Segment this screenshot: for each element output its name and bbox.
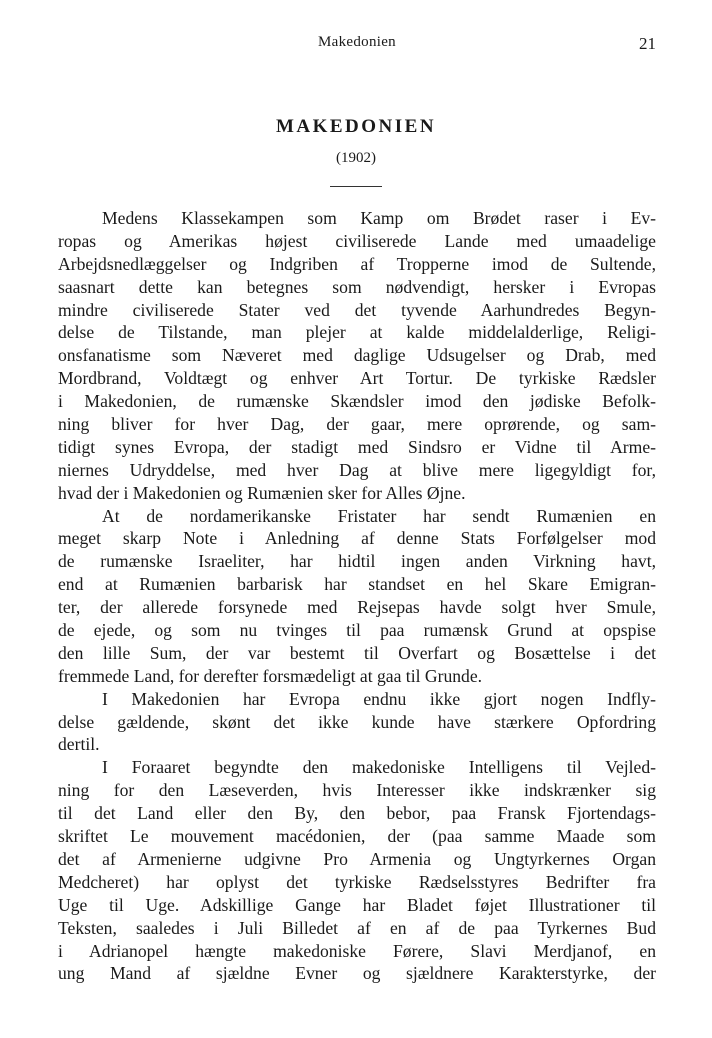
- body-text: [58, 207, 656, 985]
- article-title: MAKEDONIEN: [275, 116, 437, 137]
- text-line: det af Armenierne udgivne Pro Armenia og Ungtyrkernes Organ: [58, 848, 656, 869]
- text-line: I Foraaret begyndte den makedoniske Intelligens til Vejled-: [102, 757, 656, 778]
- text-line: saasnart dette kan betegnes som nødvendigt, hersker i Evropas: [58, 276, 656, 297]
- text-line: end at Rumænien barbarisk har standset en hel Skare Emigran-: [58, 574, 656, 595]
- text-line: ning for den Læseverden, hvis Interesser ikke indskrænker sig: [58, 780, 656, 801]
- text-line: Uge til Uge. Adskillige Gange har Bladet føjet Illustrationer til: [58, 894, 656, 915]
- text-line: tidigt synes Evropa, der stadigt med Sindsro er Vidne til Arme-: [58, 436, 656, 457]
- text-line: de ejede, og som nu tvinges til paa rumænsk Grund at opspise: [58, 620, 656, 641]
- text-line: skriftet Le mouvement macédonien, der (paa samme Maade som: [58, 826, 656, 847]
- running-title: Makedonien: [318, 34, 396, 50]
- text-line: Mordbrand, Voldtægt og enhver Art Tortur. De tyrkiske Rædsler: [58, 368, 656, 389]
- text-line: de rumænske Israeliter, har hidtil ingen anden Virkning havt,: [58, 551, 656, 572]
- text-line: ropas og Amerikas højest civiliserede Lande med umaadelige: [58, 230, 656, 251]
- text-line: niernes Udryddelse, med hver Dag at blive mere ligegyldigt for,: [58, 459, 656, 480]
- text-line: den lille Sum, der var bestemt til Overfart og Bosættelse i det: [58, 642, 656, 663]
- text-line: delse de Tilstande, man plejer at kalde middelalderlige, Religi-: [58, 322, 656, 343]
- text-line: At de nordamerikanske Fristater har sendt Rumænien en: [102, 505, 656, 526]
- text-line: meget skarp Note i Anledning af denne Stats Forfølgelser mod: [58, 528, 656, 549]
- text-line: Teksten, saaledes i Juli Billedet af en af de paa Tyrkernes Bud: [58, 917, 656, 938]
- text-line: onsfanatisme som Næveret med daglige Udsugelser og Drab, med: [58, 345, 656, 366]
- text-line: Medcheret) har oplyst det tyrkiske Rædselsstyres Bedrifter fra: [58, 871, 656, 892]
- title-divider: [330, 186, 382, 187]
- text-line: I Makedonien har Evropa endnu ikke gjort nogen Indfly-: [102, 688, 656, 709]
- text-line: i Adrianopel hængte makedoniske Førere, Slavi Merdjanof, en: [58, 940, 656, 961]
- text-line: Medens Klassekampen som Kamp om Brødet raser i Ev-: [102, 208, 656, 228]
- page-number: 21: [639, 34, 656, 53]
- text-line: ter, der allerede forsynede med Rejsepas havde solgt hver Smule,: [58, 597, 656, 618]
- text-line: i Makedonien, de rumænske Skændsler imod den jødiske Befolk-: [58, 391, 656, 412]
- text-line: mindre civiliserede Stater ved det tyvende Aarhundredes Begyn-: [58, 299, 656, 320]
- text-line: ning bliver for hver Dag, der gaar, mere oprørende, og sam-: [58, 414, 656, 435]
- page-header: [58, 34, 656, 58]
- text-line: dertil.: [58, 734, 100, 755]
- text-line: ung Mand af sjældne Evner og sjældnere Karakterstyrke, der: [58, 963, 656, 984]
- text-line: til det Land eller den By, den bebor, paa Fransk Fjortendags-: [58, 803, 656, 824]
- text-line: Arbejdsnedlæggelser og Indgriben af Tropperne imod de Sultende,: [58, 253, 656, 274]
- article-year: (1902): [336, 150, 376, 166]
- text-line: fremmede Land, for derefter forsmædeligt at gaa til Grunde.: [58, 665, 483, 686]
- text-line: hvad der i Makedonien og Rumænien sker for Alles Øjne.: [58, 482, 466, 503]
- text-line: delse gældende, skønt det ikke kunde have stærkere Opfordring: [58, 711, 656, 732]
